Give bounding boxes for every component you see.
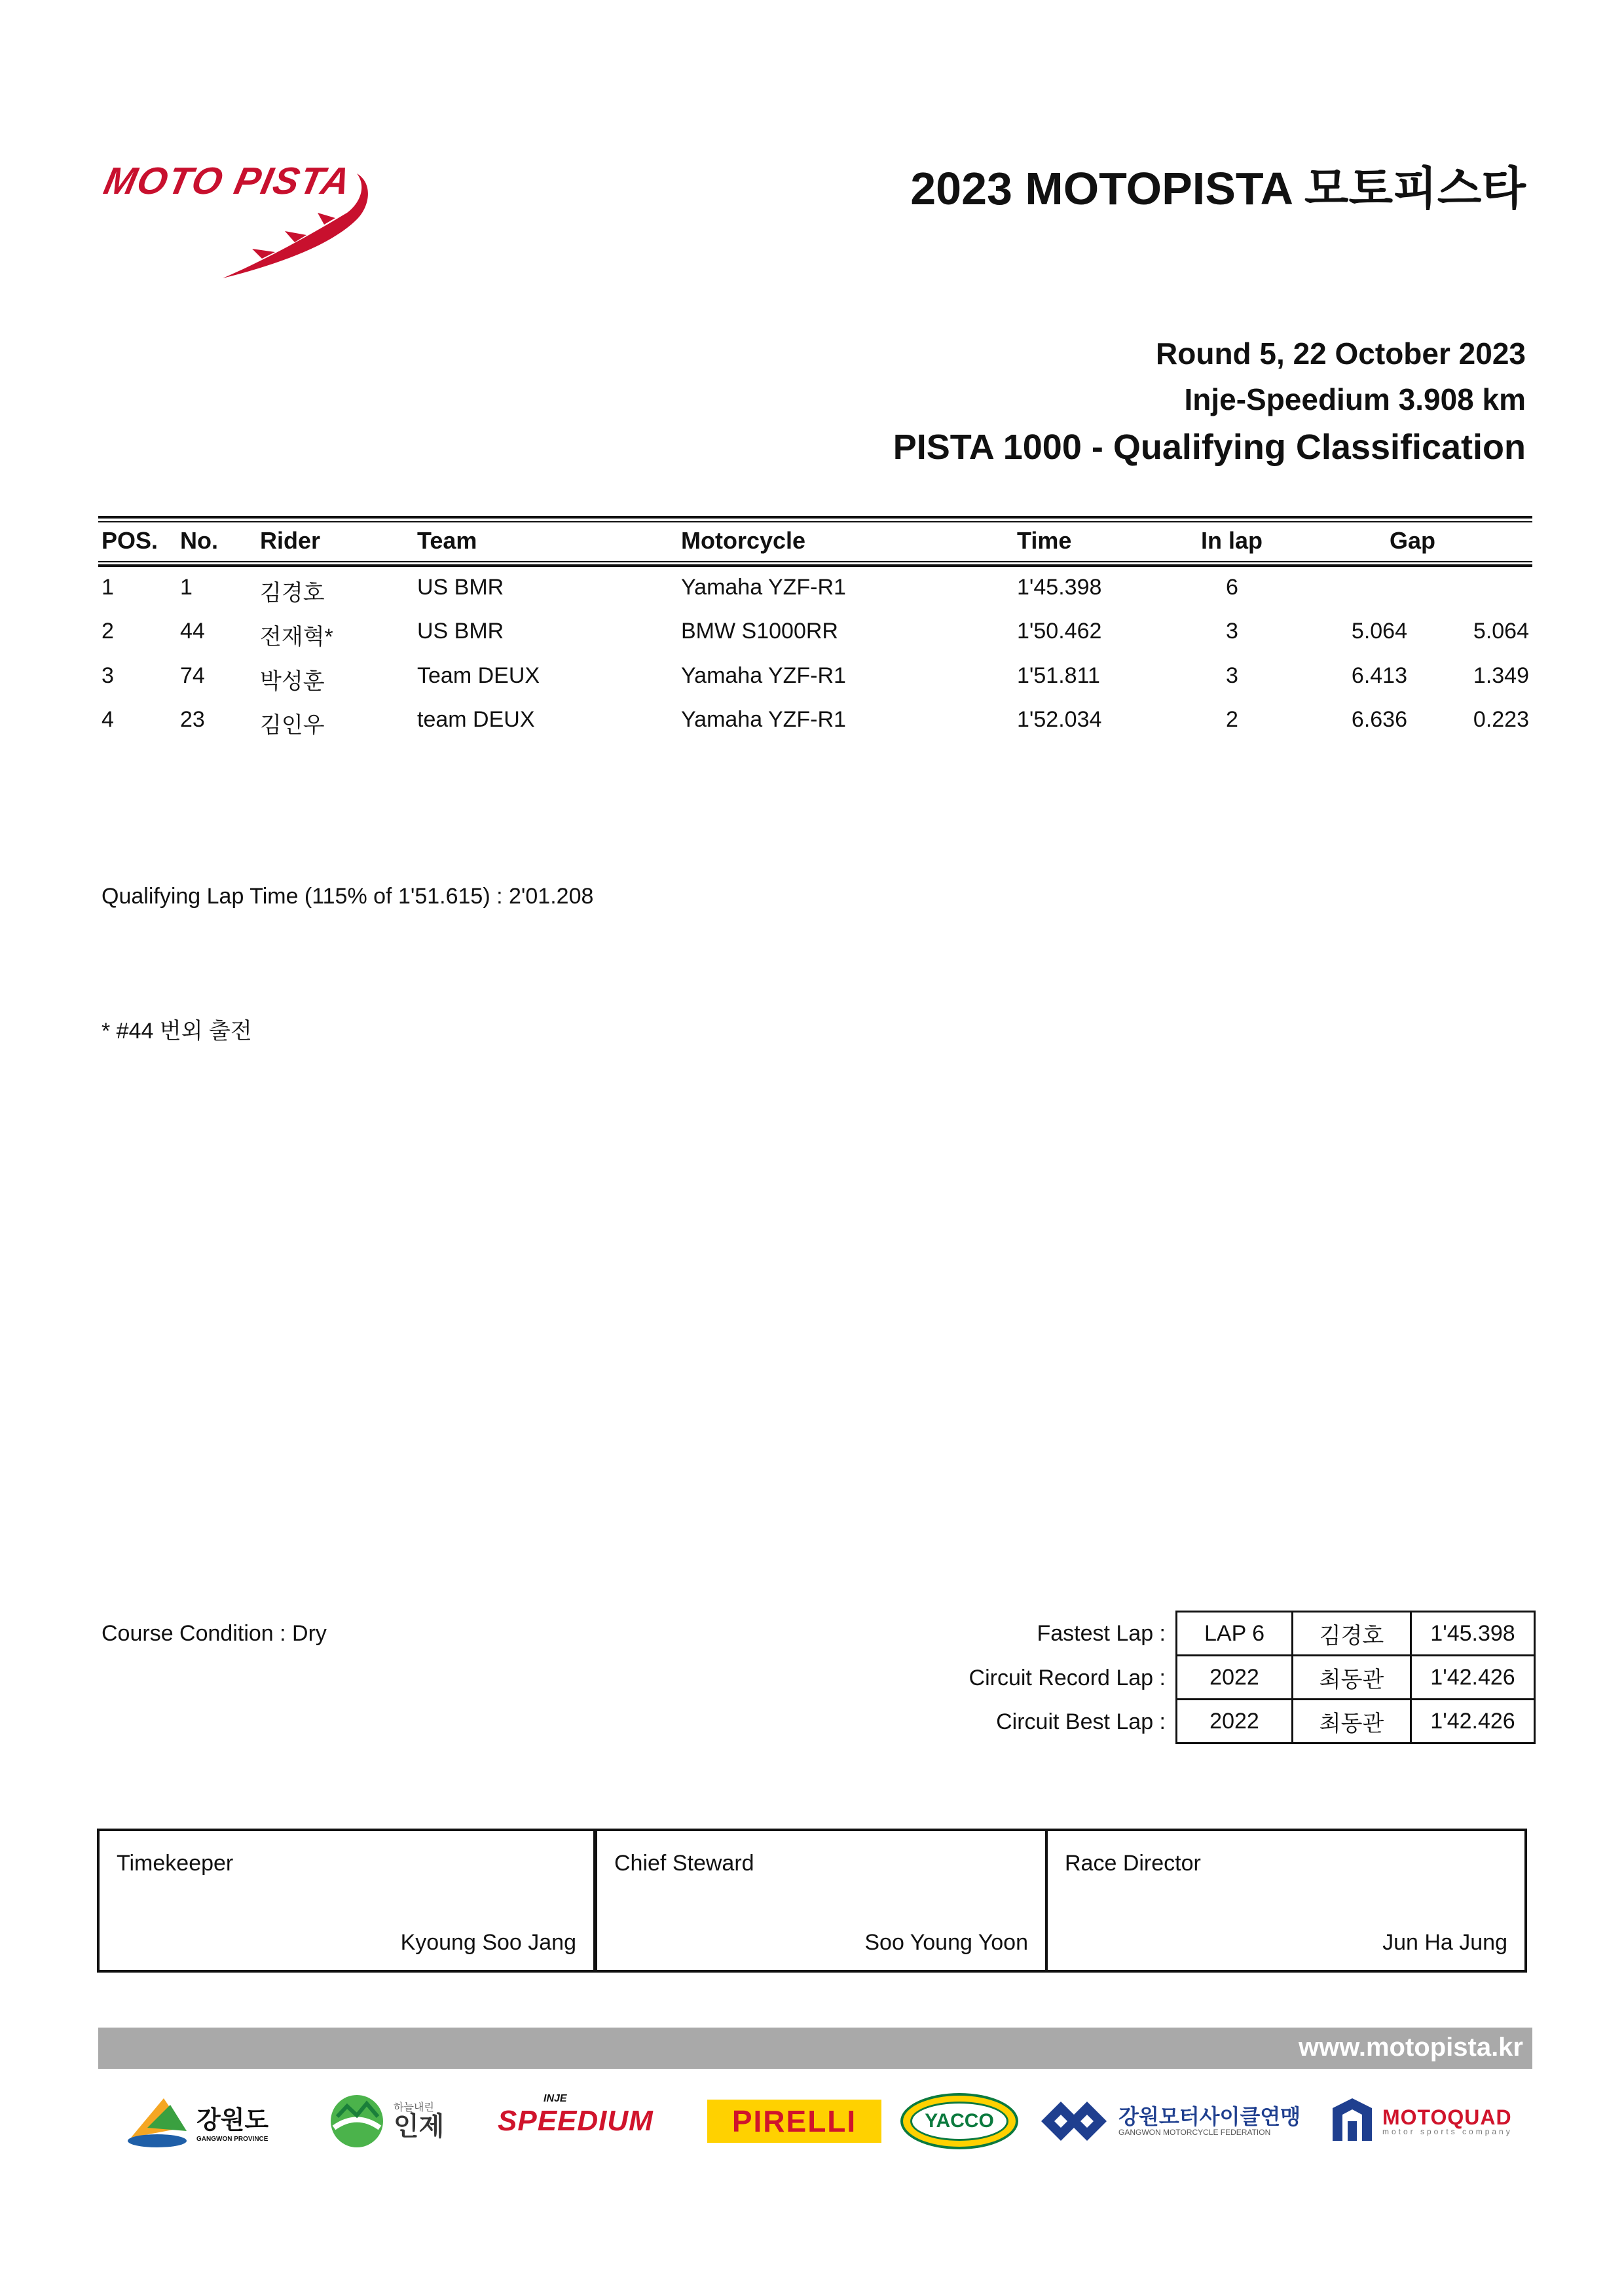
col-header-in-lap: In lap bbox=[1201, 527, 1263, 554]
footer-bar bbox=[98, 2028, 1532, 2069]
records-row bbox=[1177, 1612, 1535, 1656]
record-time: 1'45.398 bbox=[1411, 1612, 1535, 1656]
inje-logo bbox=[324, 2088, 455, 2154]
row-rider: 전재혁* bbox=[260, 625, 333, 649]
speedium-name: SPEEDIUM bbox=[498, 2105, 654, 2137]
row-rider: 박성훈 bbox=[260, 669, 325, 694]
race-director-name: Jun Ha Jung bbox=[1382, 1930, 1507, 1955]
row-no: 1 bbox=[180, 575, 193, 600]
timekeeper-box bbox=[97, 1829, 596, 1973]
row-gap-first: 6.413 bbox=[1351, 663, 1407, 688]
row-motorcycle: Yamaha YZF-R1 bbox=[681, 707, 846, 732]
inje-emblem-icon bbox=[324, 2092, 390, 2151]
row-in-lap: 2 bbox=[1226, 707, 1238, 732]
row-team: US BMR bbox=[417, 575, 504, 600]
record-lap: 2022 bbox=[1177, 1700, 1293, 1743]
federation-name: 강원모터사이클연맹 bbox=[1118, 2104, 1301, 2128]
row-gap-prev: 5.064 bbox=[1473, 619, 1529, 644]
inje-name: 인제 bbox=[394, 2112, 445, 2141]
dragon-tail-icon bbox=[98, 154, 373, 285]
row-team: team DEUX bbox=[417, 707, 535, 732]
circuit-best-lap-label: Circuit Best Lap : bbox=[996, 1709, 1166, 1734]
federation-sub: GANGWON MOTORCYCLE FEDERATION bbox=[1118, 2128, 1271, 2137]
pirelli-name: PIRELLI bbox=[731, 2104, 857, 2138]
row-gap-prev: 1.349 bbox=[1473, 663, 1529, 688]
col-header-no: No. bbox=[180, 527, 218, 554]
timekeeper-label: Timekeeper bbox=[117, 1851, 234, 1876]
fastest-lap-label: Fastest Lap : bbox=[1037, 1621, 1166, 1646]
gangwon-logo bbox=[124, 2088, 308, 2154]
col-header-pos: POS. bbox=[101, 527, 158, 554]
records-table bbox=[1175, 1611, 1536, 1744]
row-team: US BMR bbox=[417, 619, 504, 644]
row-gap-first: 5.064 bbox=[1351, 619, 1407, 644]
col-header-time: Time bbox=[1017, 527, 1072, 554]
row-pos: 3 bbox=[101, 663, 114, 688]
gangwon-emblem-icon bbox=[124, 2092, 190, 2151]
logo-text: MOTO PISTA bbox=[100, 160, 356, 202]
federation-emblem-icon bbox=[1035, 2095, 1113, 2147]
row-pos: 1 bbox=[101, 575, 114, 600]
motoquad-logo bbox=[1326, 2088, 1536, 2154]
row-motorcycle: BMW S1000RR bbox=[681, 619, 838, 644]
speedium-small: INJE bbox=[544, 2093, 567, 2104]
row-motorcycle: Yamaha YZF-R1 bbox=[681, 663, 846, 688]
record-lap: 2022 bbox=[1177, 1656, 1293, 1700]
row-in-lap: 6 bbox=[1226, 575, 1238, 600]
row-pos: 2 bbox=[101, 619, 114, 644]
gangwon-motorcycle-federation-logo bbox=[1035, 2088, 1310, 2154]
sponsor-strip bbox=[124, 2088, 1532, 2154]
table-header-rule bbox=[98, 564, 1532, 567]
inje-small: 하늘내린 bbox=[394, 2102, 434, 2113]
row-team: Team DEUX bbox=[417, 663, 540, 688]
table-top-rule-thin bbox=[98, 521, 1532, 522]
record-time: 1'42.426 bbox=[1411, 1700, 1535, 1743]
record-rider: 김경호 bbox=[1293, 1612, 1411, 1656]
page-title: 2023 MOTOPISTA 모토피스타 bbox=[910, 163, 1526, 214]
row-no: 44 bbox=[180, 619, 205, 644]
venue: Inje-Speedium 3.908 km bbox=[1184, 382, 1526, 416]
row-rider: 김경호 bbox=[260, 581, 325, 606]
record-lap: LAP 6 bbox=[1177, 1612, 1293, 1656]
table-top-rule bbox=[98, 516, 1532, 519]
gangwon-sub: GANGWON PROVINCE bbox=[196, 2136, 268, 2143]
qualifying-lap-time-note: Qualifying Lap Time (115% of 1'51.615) : 2'01.208 bbox=[101, 884, 594, 909]
row-time: 1'45.398 bbox=[1017, 575, 1102, 600]
race-director-box bbox=[1045, 1829, 1527, 1973]
session-title: PISTA 1000 - Qualifying Classification bbox=[893, 428, 1526, 467]
chief-steward-box bbox=[595, 1829, 1048, 1973]
row-time: 1'50.462 bbox=[1017, 619, 1102, 644]
chief-steward-name: Soo Young Yoon bbox=[864, 1930, 1028, 1955]
motoquad-emblem-icon bbox=[1326, 2095, 1378, 2147]
col-header-motorcycle: Motorcycle bbox=[681, 527, 806, 554]
records-row bbox=[1177, 1656, 1535, 1700]
row-no: 23 bbox=[180, 707, 205, 732]
row-rider: 김인우 bbox=[260, 713, 325, 738]
row-gap-prev: 0.223 bbox=[1473, 707, 1529, 732]
gangwon-name: 강원도 bbox=[196, 2107, 269, 2134]
yacco-name: YACCO bbox=[925, 2110, 994, 2132]
round-date: Round 5, 22 October 2023 bbox=[1156, 337, 1526, 371]
footnote: * #44 번외 출전 bbox=[101, 1019, 252, 1044]
race-director-label: Race Director bbox=[1065, 1851, 1201, 1876]
col-header-team: Team bbox=[417, 527, 477, 554]
row-gap-first: 6.636 bbox=[1351, 707, 1407, 732]
row-motorcycle: Yamaha YZF-R1 bbox=[681, 575, 846, 600]
pirelli-logo bbox=[707, 2088, 884, 2154]
inje-speedium-logo bbox=[498, 2088, 694, 2154]
row-in-lap: 3 bbox=[1226, 663, 1238, 688]
website-url[interactable]: www.motopista.kr bbox=[1298, 2033, 1523, 2062]
timekeeper-name: Kyoung Soo Jang bbox=[400, 1930, 576, 1955]
motoquad-name: MOTOQUAD bbox=[1382, 2105, 1512, 2129]
row-in-lap: 3 bbox=[1226, 619, 1238, 644]
chief-steward-label: Chief Steward bbox=[614, 1851, 754, 1876]
row-no: 74 bbox=[180, 663, 205, 688]
col-header-gap: Gap bbox=[1390, 527, 1436, 554]
record-rider: 최동관 bbox=[1293, 1700, 1411, 1743]
table-header-rule-thin bbox=[98, 561, 1532, 562]
records-row bbox=[1177, 1700, 1535, 1743]
record-time: 1'42.426 bbox=[1411, 1656, 1535, 1700]
row-time: 1'51.811 bbox=[1017, 663, 1100, 688]
record-rider: 최동관 bbox=[1293, 1656, 1411, 1700]
circuit-record-lap-label: Circuit Record Lap : bbox=[969, 1666, 1166, 1690]
course-condition: Course Condition : Dry bbox=[101, 1621, 327, 1646]
row-time: 1'52.034 bbox=[1017, 707, 1102, 732]
col-header-rider: Rider bbox=[260, 527, 321, 554]
row-pos: 4 bbox=[101, 707, 114, 732]
motopista-logo bbox=[98, 154, 373, 285]
yacco-logo bbox=[900, 2088, 1025, 2154]
motoquad-sub: motor sports company bbox=[1382, 2127, 1513, 2136]
